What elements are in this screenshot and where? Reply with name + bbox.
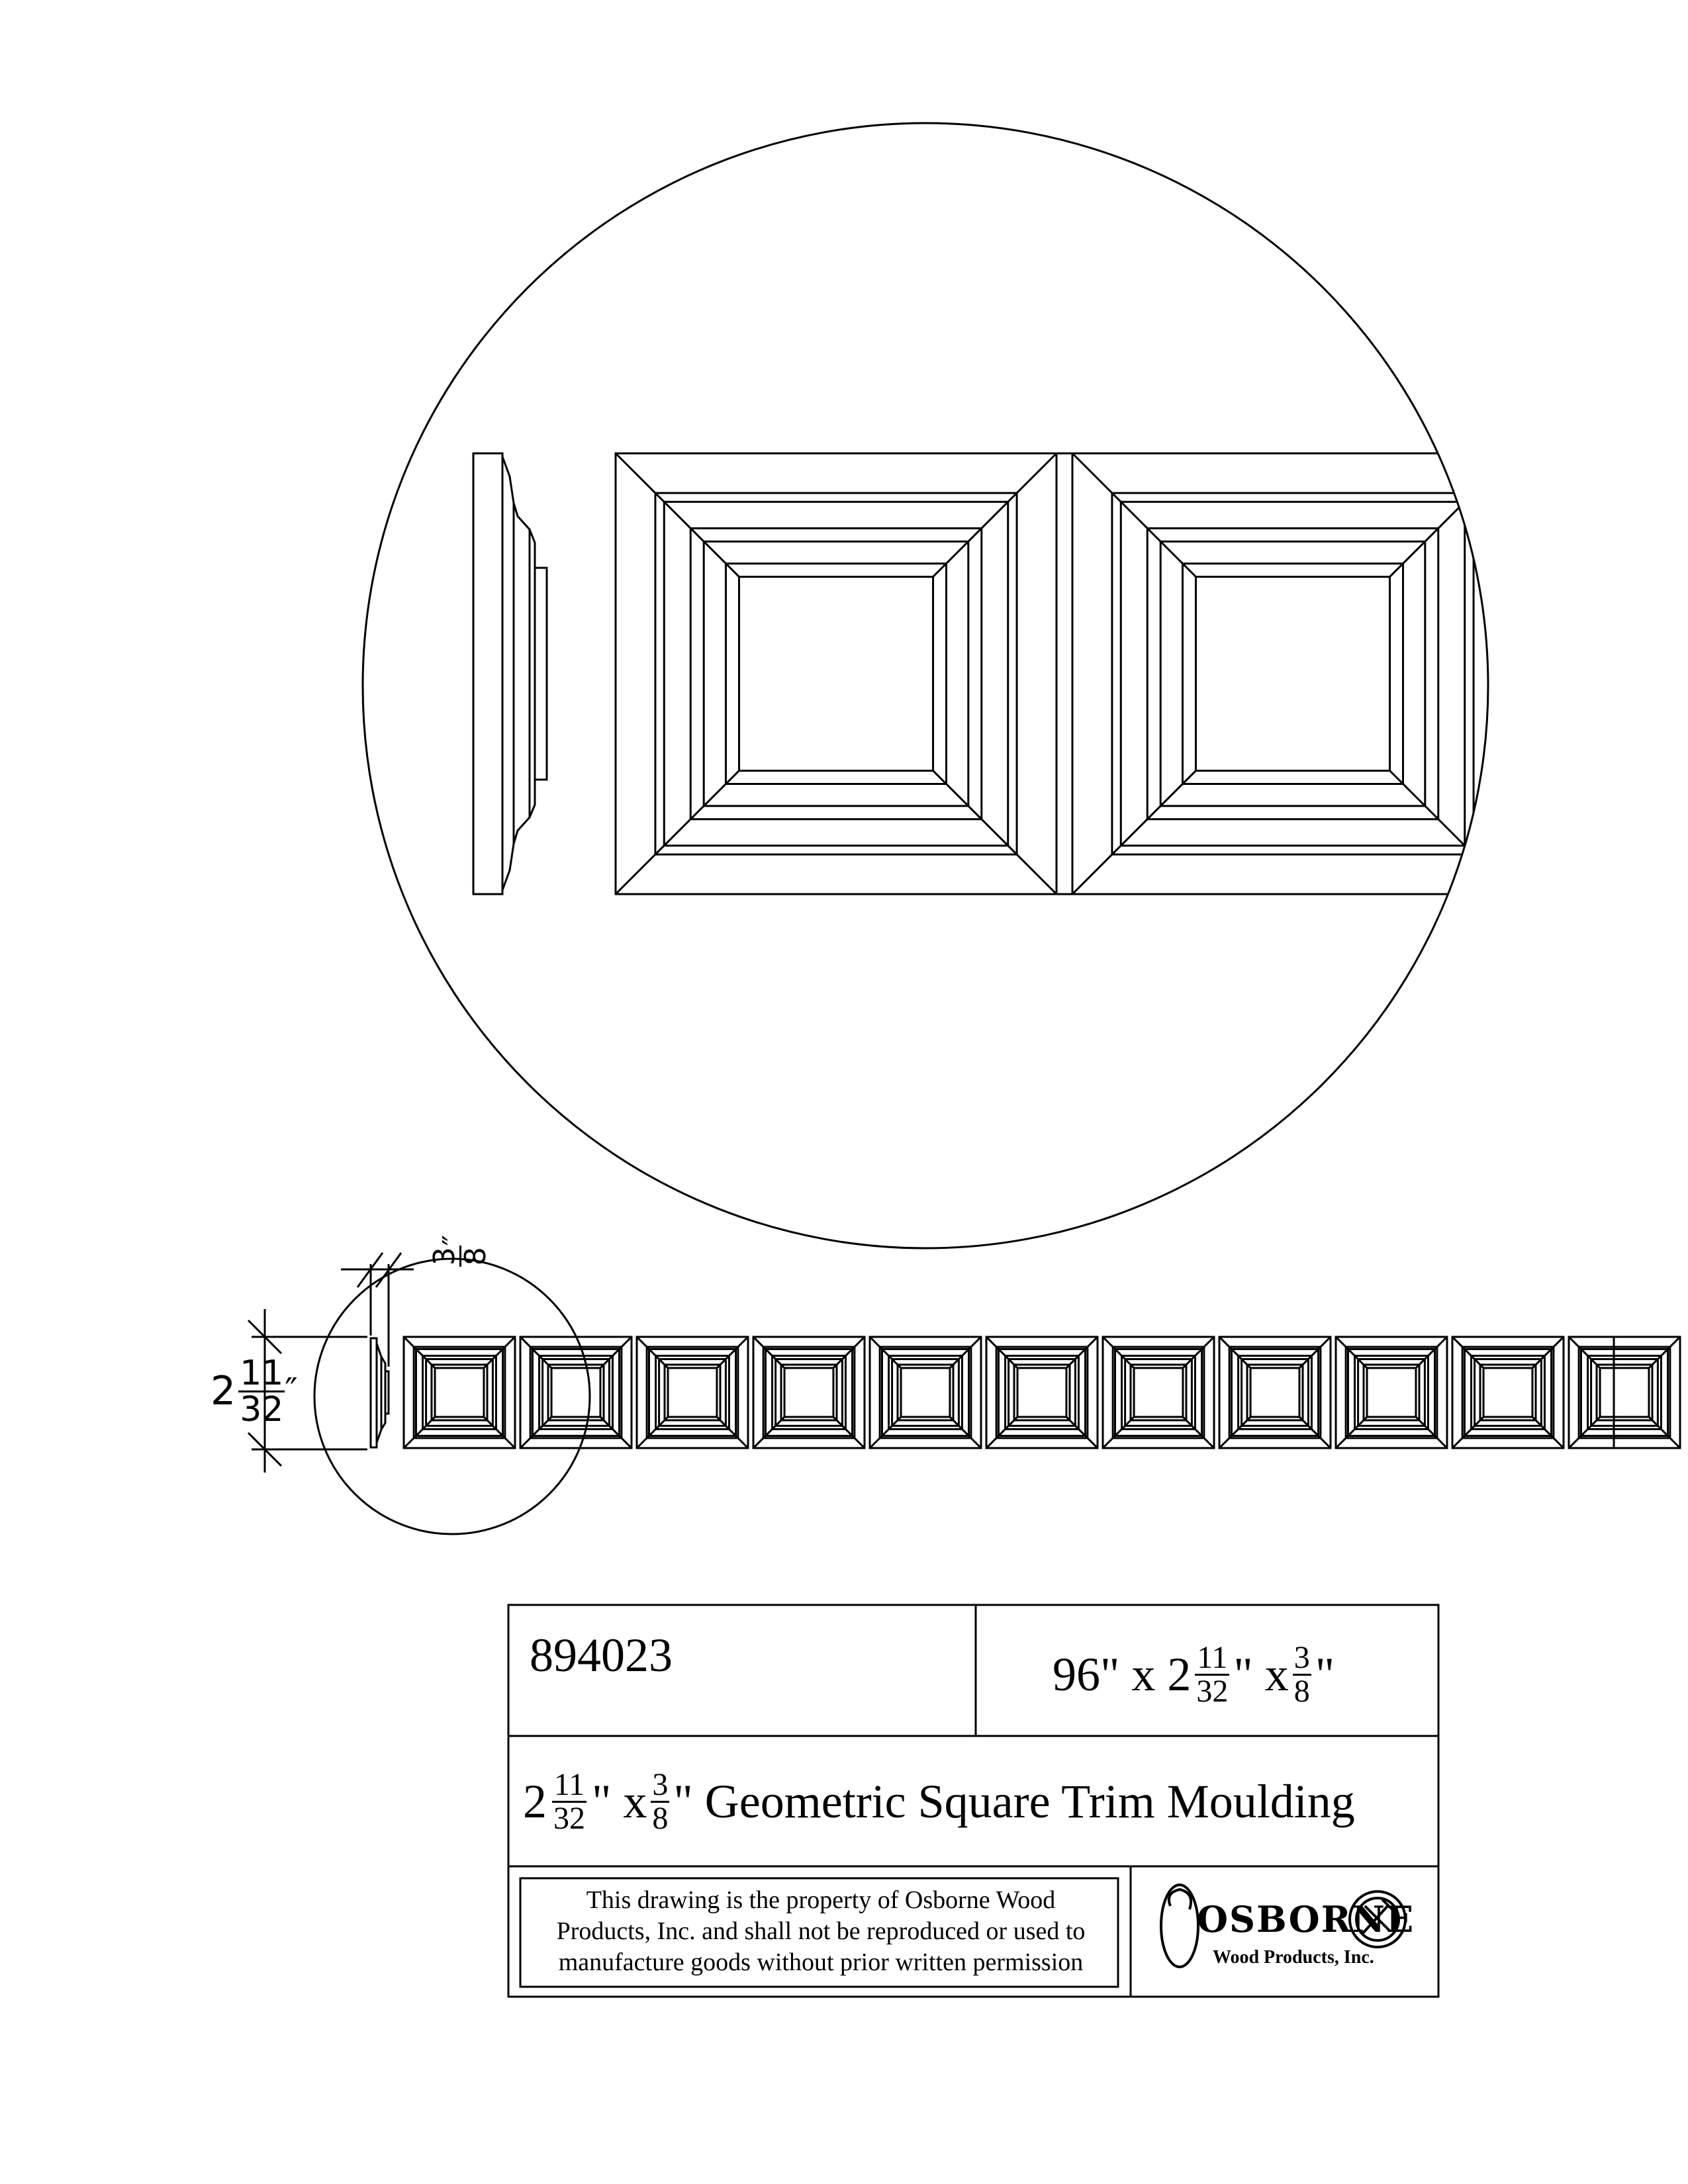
strip-square <box>986 1337 1098 1448</box>
strip-square <box>637 1337 748 1448</box>
strip-square <box>520 1337 632 1448</box>
strip-square <box>404 1337 515 1448</box>
strip-side-profile <box>371 1338 389 1447</box>
detail-square-2 <box>1072 453 1513 894</box>
thickness-label: 3 8 ″ <box>428 1234 492 1266</box>
detail-squares <box>616 453 1513 894</box>
notice-line-1: This drawing is the property of Osborne Wood <box>586 1886 1056 1914</box>
notice-line-2: Products, Inc. and shall not be reproduced or used to <box>556 1917 1086 1945</box>
strip-square <box>753 1337 865 1448</box>
strip-square <box>1103 1337 1214 1448</box>
strip-square <box>870 1337 981 1448</box>
detail-square-1 <box>616 453 1056 894</box>
logo-name: OSBORNE <box>1197 1898 1415 1940</box>
size-spec: 96" x 2 $\frac{11}{32}$ " x $\frac{3}{8}$ " <box>1053 1639 1335 1709</box>
width-label: 2 $\frac{11}{32}$ ″ <box>211 1353 298 1430</box>
strip-square <box>1452 1337 1564 1448</box>
strip-square <box>1569 1337 1680 1448</box>
detail-side-profile <box>473 453 547 894</box>
property-notice <box>523 1885 1119 1978</box>
moulding-strip <box>404 1337 1680 1448</box>
part-number: 894023 <box>530 1629 673 1682</box>
strip-square <box>1336 1337 1447 1448</box>
strip-square <box>1219 1337 1331 1448</box>
logo-subtitle: Wood Products, Inc. <box>1213 1947 1374 1968</box>
detail-circle <box>363 123 1488 1248</box>
description: 2 $\frac{11}{32}$ " x $\frac{3}{8}$ " Geometric Square Trim Moulding <box>523 1766 1355 1836</box>
notice-line-3: manufacture goods without prior written permission <box>558 1948 1084 1976</box>
